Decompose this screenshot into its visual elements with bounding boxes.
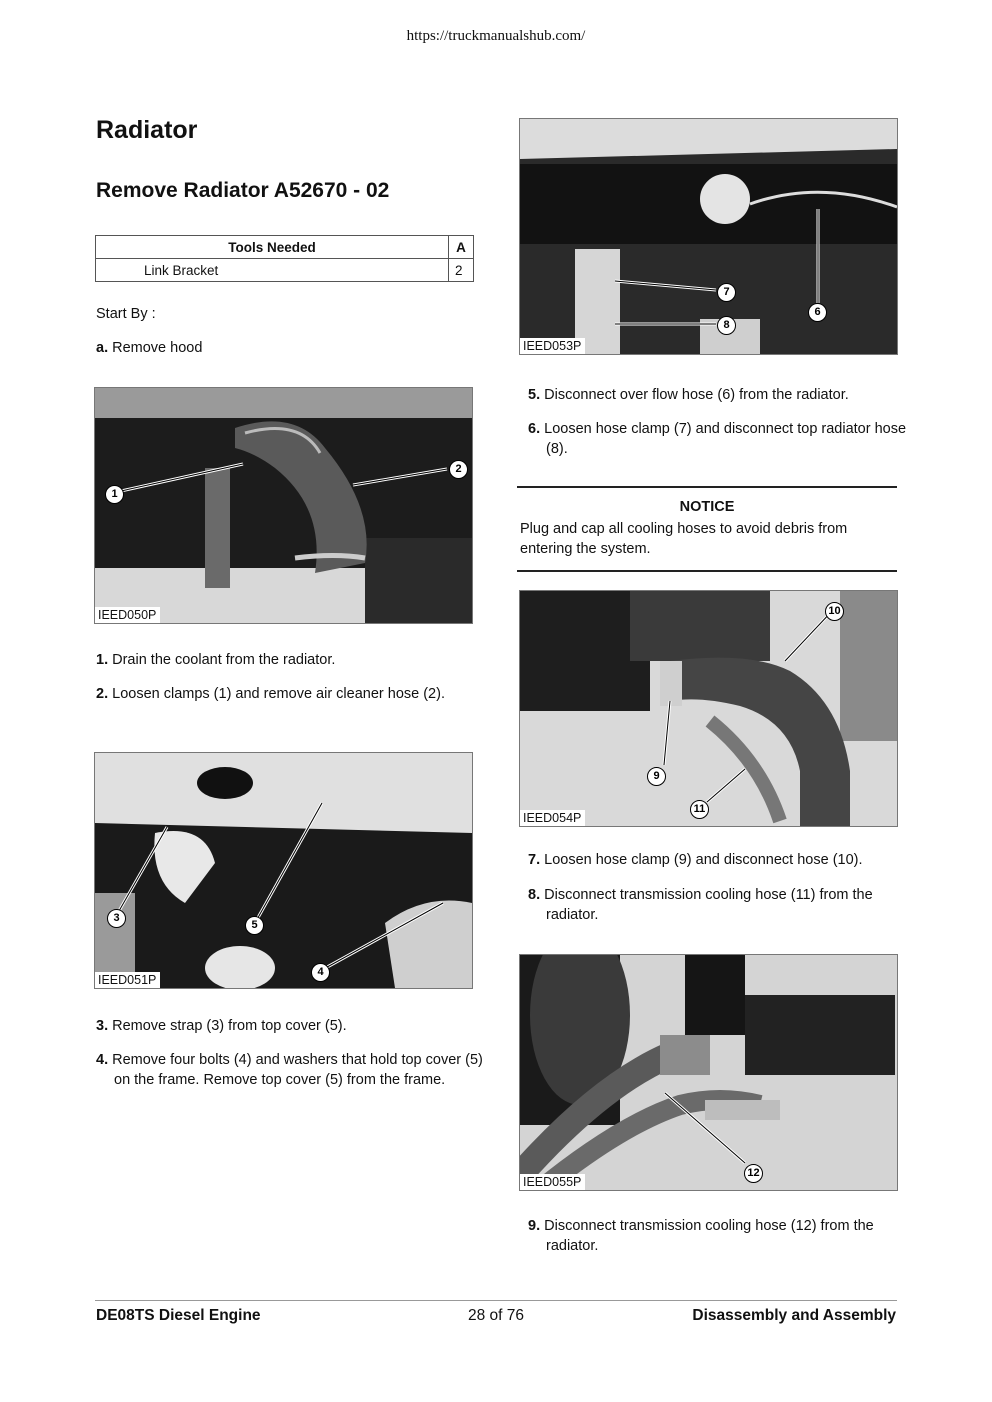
tools-header-qty: A bbox=[449, 236, 474, 259]
notice-top-rule bbox=[517, 486, 897, 488]
callout-12: 12 bbox=[744, 1163, 763, 1183]
tool-qty: 2 bbox=[449, 259, 474, 282]
photo-caption: IEED050P bbox=[95, 607, 160, 623]
photo-caption: IEED055P bbox=[520, 1174, 585, 1190]
step-2: 2. Loosen clamps (1) and remove air cleaner hose (2). bbox=[96, 686, 445, 702]
prereq-label: a. bbox=[96, 340, 109, 356]
callout-10: 10 bbox=[825, 601, 844, 621]
notice-bottom-rule bbox=[517, 570, 897, 572]
photo-caption: IEED053P bbox=[520, 338, 585, 354]
callout-11: 11 bbox=[690, 799, 709, 819]
callout-5: 5 bbox=[245, 915, 264, 935]
step-6: 6. Loosen hose clamp (7) and disconnect top radiator hose (8). bbox=[528, 421, 907, 457]
step-1: 1. Drain the coolant from the radiator. bbox=[96, 652, 336, 668]
photo-top-cover bbox=[94, 752, 473, 989]
section-title: Remove Radiator A52670 - 02 bbox=[96, 179, 390, 202]
footer-doc-title: DE08TS Diesel Engine bbox=[96, 1307, 261, 1324]
photo-hose-clamp bbox=[519, 590, 898, 827]
tool-name: Link Bracket bbox=[96, 259, 449, 282]
footer-page-number: 28 of 76 bbox=[467, 1307, 525, 1324]
prereq-text: Remove hood bbox=[112, 340, 203, 356]
callout-9: 9 bbox=[647, 766, 666, 786]
header-url: https://truckmanualshub.com/ bbox=[406, 28, 586, 44]
photo-transmission-hose bbox=[519, 954, 898, 1191]
callout-7: 7 bbox=[717, 282, 736, 302]
step-3: 3. Remove strap (3) from top cover (5). bbox=[96, 1018, 347, 1034]
tools-header-name: Tools Needed bbox=[96, 236, 449, 259]
photo-caption: IEED054P bbox=[520, 810, 585, 826]
photo-caption: IEED051P bbox=[95, 972, 160, 988]
step-9: 9. Disconnect transmission cooling hose (12) from the radiator. bbox=[528, 1218, 874, 1254]
callout-2: 2 bbox=[449, 459, 468, 479]
notice-text: Plug and cap all cooling hoses to avoid debris from entering the system. bbox=[520, 521, 848, 557]
footer-section-title: Disassembly and Assembly bbox=[692, 1307, 896, 1324]
callout-3: 3 bbox=[107, 908, 126, 928]
step-7: 7. Loosen hose clamp (9) and disconnect hose (10). bbox=[528, 852, 863, 868]
start-by-label: Start By : bbox=[96, 306, 156, 322]
step-4: 4. Remove four bolts (4) and washers that hold top cover (5) on the frame. Remove top cover (5) from the frame. bbox=[96, 1052, 483, 1088]
tools-table-header-row bbox=[96, 236, 474, 259]
table-row bbox=[96, 259, 474, 282]
callout-1: 1 bbox=[105, 484, 124, 504]
photo-radiator-top-hose bbox=[519, 118, 898, 355]
step-8: 8. Disconnect transmission cooling hose (11) from the radiator. bbox=[528, 887, 873, 923]
step-5: 5. Disconnect over flow hose (6) from the radiator. bbox=[528, 387, 849, 403]
tools-table bbox=[95, 235, 474, 282]
page-title: Radiator bbox=[96, 116, 198, 144]
photo-air-cleaner-hose bbox=[94, 387, 473, 624]
callout-4: 4 bbox=[311, 962, 330, 982]
prereq-step bbox=[96, 338, 202, 358]
footer-rule bbox=[95, 1300, 897, 1301]
callout-8: 8 bbox=[717, 315, 736, 335]
notice-title: NOTICE bbox=[679, 499, 735, 515]
callout-6: 6 bbox=[808, 302, 827, 322]
